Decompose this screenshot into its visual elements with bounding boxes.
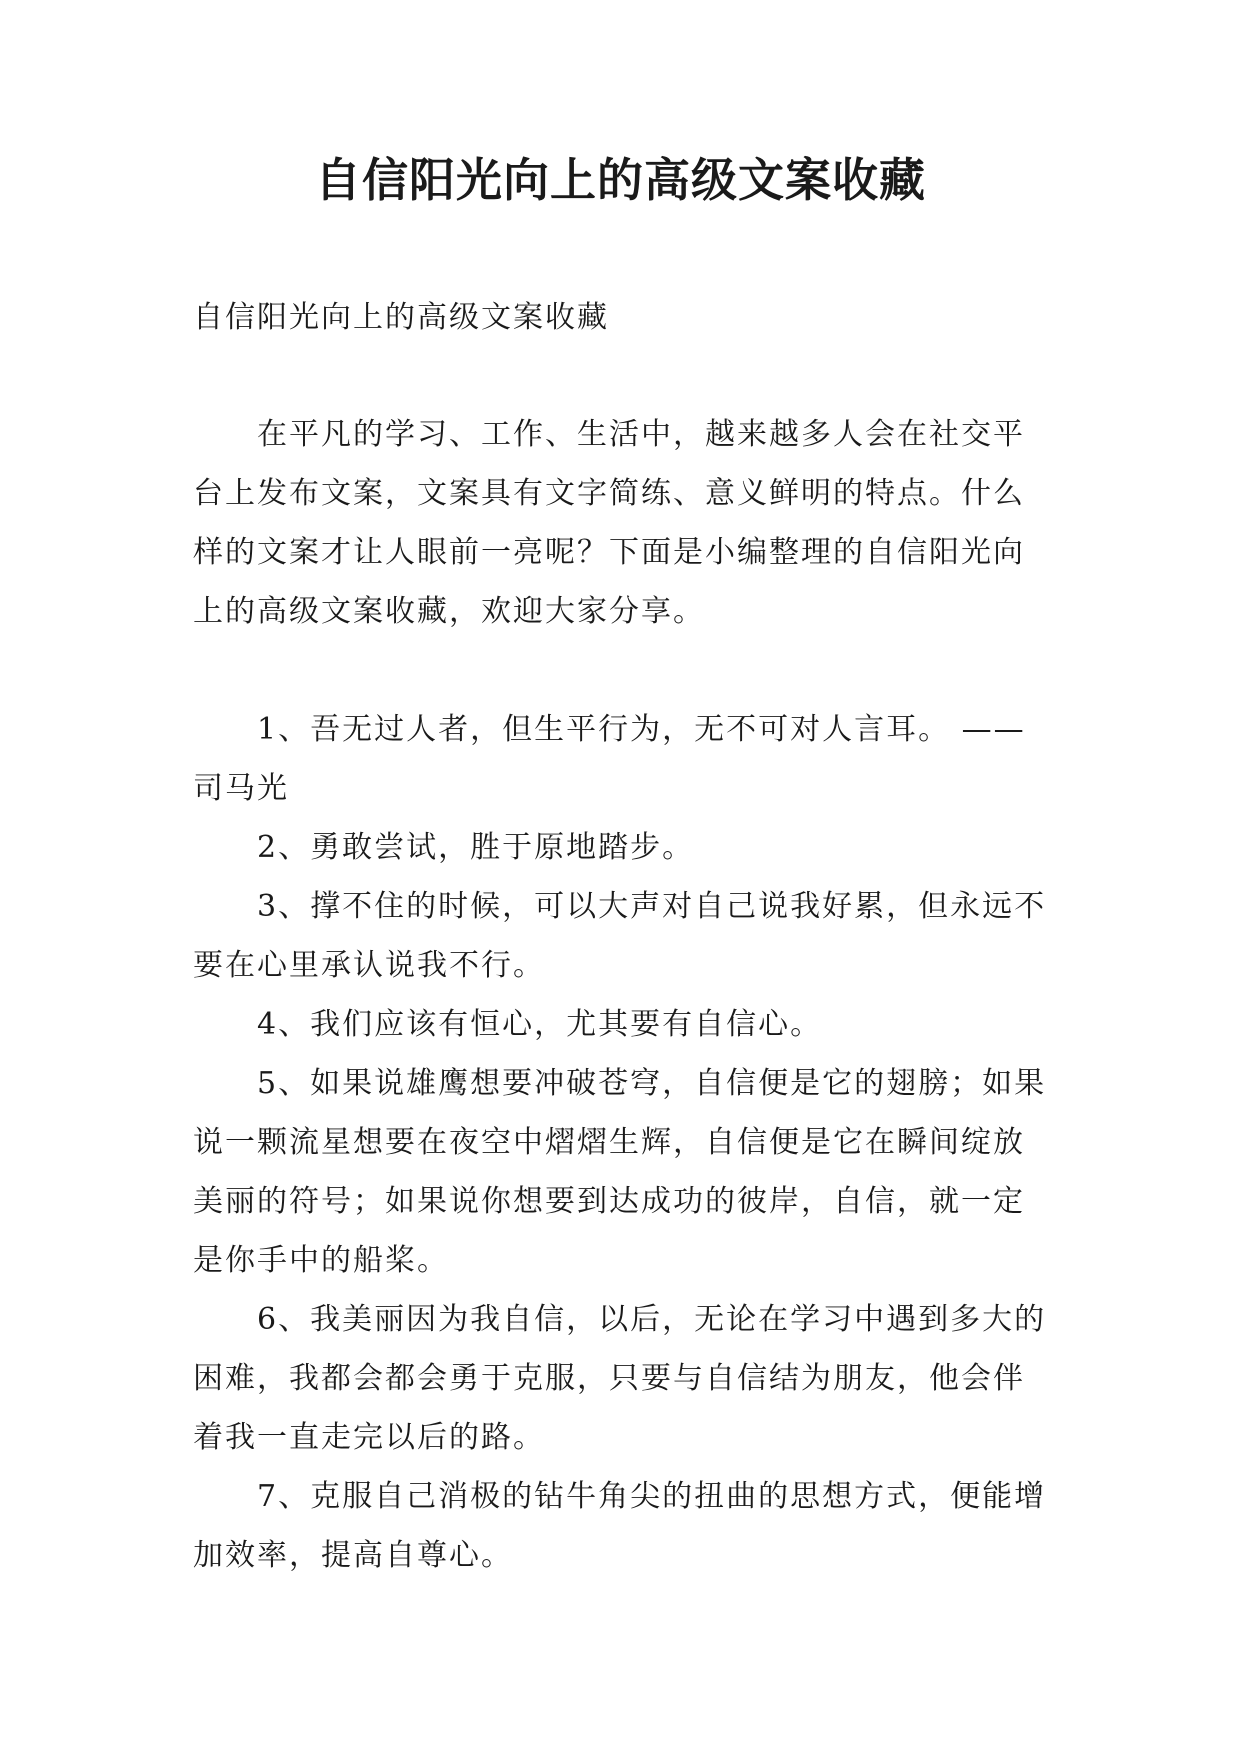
list-item: 1、吾无过人者，但生平行为，无不可对人言耳。 ——司马光 [193,712,1026,806]
list-item: 4、我们应该有恒心，尤其要有自信心。 [257,1007,823,1042]
list-item: 6、我美丽因为我自信，以后，无论在学习中遇到多大的困难，我都会都会勇于克服，只要与自信结为朋友，他会伴着我一直走完以后的路。 [193,1302,1047,1455]
document-title: 自信阳光向上的高级文案收藏 [315,153,926,207]
document-subtitle: 自信阳光向上的高级文案收藏 [193,300,609,335]
intro-text: 在平凡的学习、工作、生活中，越来越多人会在社交平台上发布文案，文案具有文字简练、意义鲜明的特点。什么样的文案才让人眼前一亮呢？下面是小编整理的自信阳光向上的高级文案收藏，欢迎大家分享。 [193,417,1025,629]
list-item: 3、撑不住的时候，可以大声对自己说我好累，但永远不要在心里承认说我不行。 [193,889,1047,983]
list-item: 7、克服自己消极的钻牛角尖的扭曲的思想方式，便能增加效率，提高自尊心。 [193,1479,1047,1573]
quote-list [193,700,1053,1585]
list-item: 5、如果说雄鹰想要冲破苍穹，自信便是它的翅膀；如果说一颗流星想要在夜空中熠熠生辉，自信便是它在瞬间绽放美丽的符号；如果说你想要到达成功的彼岸，自信，就一定是你手中的船桨。 [193,1066,1047,1278]
intro-paragraph [193,405,1053,641]
list-item: 2、勇敢尝试，胜于原地踏步。 [257,830,695,865]
